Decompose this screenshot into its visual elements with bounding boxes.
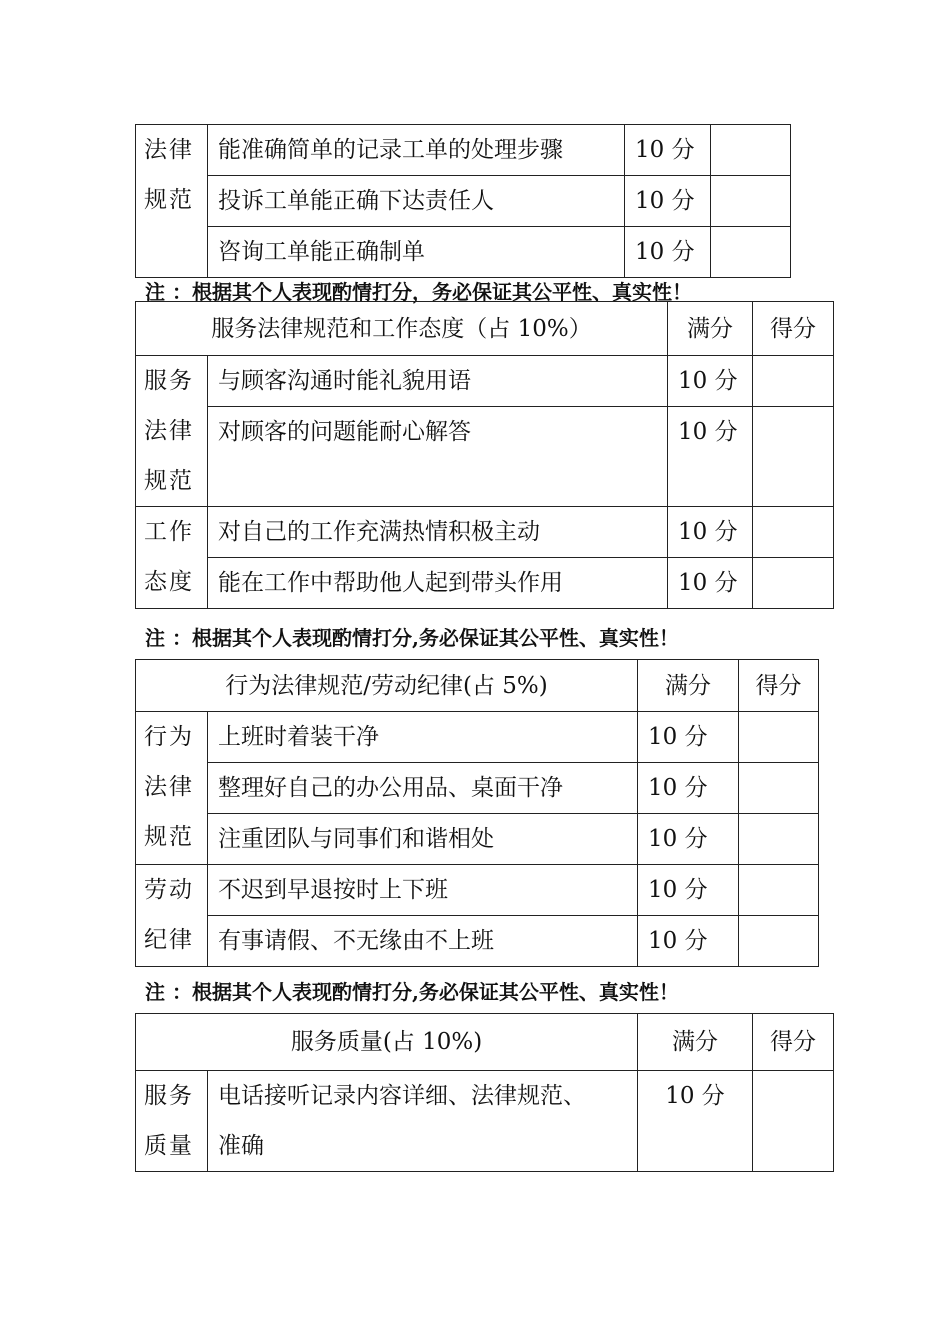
full-score-cell: 10 分 [668, 507, 753, 558]
full-score-cell: 10 分 [638, 763, 739, 814]
full-score-cell: 10 分 [625, 227, 711, 278]
category-line: 劳动 [144, 877, 194, 903]
full-score-cell: 10 分 [625, 125, 711, 176]
full-score-cell: 10 分 [668, 558, 753, 609]
note-1: 注 ：根据其个人表现酌情打分，务必保证其公平性、真实性！ [145, 280, 692, 304]
category-line: 法律 [144, 418, 194, 444]
category-line: 服务 [144, 1083, 194, 1109]
item-cell: 上班时着装干净 [208, 712, 638, 763]
category-line: 工作 [144, 519, 194, 545]
section-title: 服务法律规范和工作态度（占 10%） [136, 302, 668, 356]
table-service-quality [135, 1013, 834, 1172]
category-line: 行为 [144, 724, 194, 750]
score-header: 得分 [739, 660, 819, 712]
score-input-cell[interactable] [753, 356, 834, 407]
score-input-cell[interactable] [739, 814, 819, 865]
full-score-cell: 10 分 [638, 865, 739, 916]
score-input-cell[interactable] [739, 916, 819, 967]
full-score-cell: 10 分 [668, 407, 753, 507]
full-score-header: 满分 [668, 302, 753, 356]
item-line: 准确 [218, 1133, 264, 1159]
full-score-cell: 10 分 [638, 916, 739, 967]
item-cell: 整理好自己的办公用品、桌面干净 [208, 763, 638, 814]
item-cell: 不迟到早退按时上下班 [208, 865, 638, 916]
full-score-cell: 10 分 [625, 176, 711, 227]
note-2: 注 ：根据其个人表现酌情打分,务必保证其公平性、真实性！ [145, 626, 679, 650]
item-cell: 与顾客沟通时能礼貌用语 [208, 356, 668, 407]
category-line: 规范 [144, 824, 194, 850]
item-cell: 能在工作中帮助他人起到带头作用 [208, 558, 668, 609]
score-input-cell[interactable] [753, 1071, 834, 1172]
note-3: 注 ：根据其个人表现酌情打分,务必保证其公平性、真实性！ [145, 980, 679, 1004]
full-score-header: 满分 [638, 660, 739, 712]
item-cell: 有事请假、不无缘由不上班 [208, 916, 638, 967]
score-header: 得分 [753, 1014, 834, 1071]
score-input-cell[interactable] [739, 865, 819, 916]
full-score-cell: 10 分 [638, 814, 739, 865]
item-line: 电话接听记录内容详细、法律规范、 [218, 1083, 586, 1109]
category-line: 法律 [144, 774, 194, 800]
category-line: 服务 [144, 368, 194, 394]
category-law-norms [136, 125, 208, 278]
score-input-cell[interactable] [711, 176, 791, 227]
score-header: 得分 [753, 302, 834, 356]
category-service-norms [136, 356, 208, 507]
category-line: 纪律 [144, 927, 194, 953]
category-line: 法律 [144, 137, 194, 163]
item-cell: 能准确简单的记录工单的处理步骤 [208, 125, 625, 176]
category-behavior-norms [136, 712, 208, 865]
category-work-attitude [136, 507, 208, 609]
section-title: 服务质量(占 10%) [136, 1014, 638, 1071]
item-cell [208, 1071, 638, 1172]
section-title: 行为法律规范/劳动纪律(占 5%) [136, 660, 638, 712]
full-score-cell: 10 分 [668, 356, 753, 407]
table-service-attitude [135, 301, 834, 609]
category-line: 质量 [144, 1133, 194, 1159]
full-score-header: 满分 [638, 1014, 753, 1071]
category-line: 规范 [144, 468, 194, 494]
score-input-cell[interactable] [753, 507, 834, 558]
item-cell: 注重团队与同事们和谐相处 [208, 814, 638, 865]
category-service-quality [136, 1071, 208, 1172]
score-input-cell[interactable] [753, 558, 834, 609]
table-law-norms [135, 124, 791, 278]
item-cell: 对自己的工作充满热情积极主动 [208, 507, 668, 558]
category-labor-discipline [136, 865, 208, 967]
full-score-cell: 10 分 [638, 1071, 753, 1172]
score-input-cell[interactable] [739, 763, 819, 814]
score-input-cell[interactable] [711, 227, 791, 278]
category-line: 态度 [144, 569, 194, 595]
score-input-cell[interactable] [739, 712, 819, 763]
item-cell: 咨询工单能正确制单 [208, 227, 625, 278]
full-score-cell: 10 分 [638, 712, 739, 763]
item-cell: 对顾客的问题能耐心解答 [208, 407, 668, 507]
score-input-cell[interactable] [711, 125, 791, 176]
table-behavior-discipline [135, 659, 819, 967]
category-line: 规范 [144, 187, 194, 213]
item-cell: 投诉工单能正确下达责任人 [208, 176, 625, 227]
score-input-cell[interactable] [753, 407, 834, 507]
